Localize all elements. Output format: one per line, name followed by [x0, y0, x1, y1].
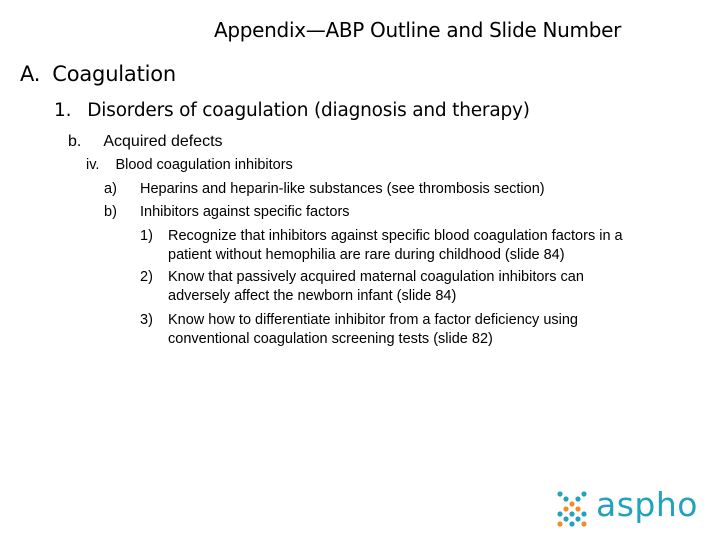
item-text: Heparins and heparin-like substances (see thrombosis section) — [140, 181, 545, 197]
subitem-line: adversely affect the newborn infant (slide 84) — [168, 288, 457, 304]
slide-title: Appendix—ABP Outline and Slide Number — [214, 18, 622, 42]
aspho-dots-icon — [556, 490, 592, 530]
item-marker: b) — [104, 204, 117, 220]
subitem-marker: 3) — [140, 312, 153, 328]
subitem-marker: 1) — [140, 228, 153, 244]
section-marker: A. — [20, 62, 41, 86]
outline-subtopic — [68, 133, 223, 151]
subitem-line: Recognize that inhibitors against specific blood coagulation factors in a — [168, 228, 623, 244]
subitem-marker: 2) — [140, 269, 153, 285]
outline-section — [20, 62, 176, 86]
subsubtopic-marker: iv. — [86, 157, 100, 173]
subitem-line: patient without hemophilia are rare during childhood (slide 84) — [168, 247, 565, 263]
section-text: Coagulation — [52, 62, 177, 86]
subitem-line: Know that passively acquired maternal coagulation inhibitors can — [168, 269, 584, 285]
outline-subsubtopic — [86, 157, 293, 173]
aspho-logo — [556, 485, 716, 530]
topic-marker: 1. — [54, 100, 72, 121]
subsubtopic-text: Blood coagulation inhibitors — [115, 157, 293, 173]
subtopic-marker: b. — [68, 133, 82, 150]
outline-topic — [54, 100, 530, 121]
aspho-logo-text: aspho — [596, 485, 698, 524]
subtopic-text: Acquired defects — [103, 133, 223, 150]
subitem-line: Know how to differentiate inhibitor from a factor deficiency using — [168, 312, 578, 328]
item-text: Inhibitors against specific factors — [140, 204, 350, 220]
subitem-line: conventional coagulation screening tests (slide 82) — [168, 331, 493, 347]
topic-text: Disorders of coagulation (diagnosis and therapy) — [87, 100, 530, 121]
item-marker: a) — [104, 181, 117, 197]
